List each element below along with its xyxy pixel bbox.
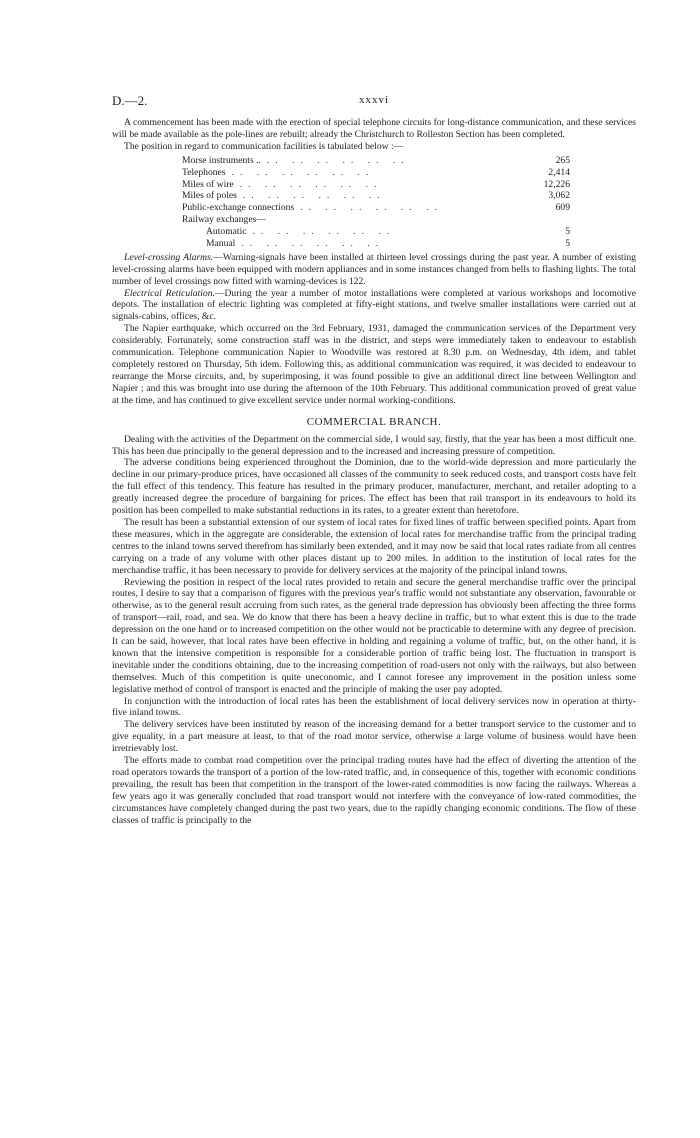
table-row: [182, 214, 570, 226]
row-value: 609: [555, 202, 570, 214]
leader-dots: .. .. .. .. .. ..: [239, 178, 383, 190]
paragraph: In conjunction with the introduction of local rates has been the establishment of local delivery services now in operation at thirty-five inland towns.: [112, 695, 636, 719]
paragraph-text: —Warning-signals have been installed at thirteen level crossings during the past year. A number of existing level-crossing alarms have been equipped with modern appliances and in some instances changed from bells to flashing lights. The total number of level crossings now fitted with warning-devices is 122.: [112, 251, 636, 287]
paragraph: The Napier earthquake, which occurred on the 3rd February, 1931, damaged the communication services of the Department very considerably. Fortunately, some construction staff was in the district, and steps were immediately taken to endeavour to establish communication. Telephone communication Napier to Woodville was restored at 8.30 p.m. on Wednesday, 4th idem, and tablet completely restored on Thursday, 5th idem. Following this, as additional communication was required, it was decided to endeavour to rearrange the Morse circuits, and, by superimposing, it was found possible to give an additional direct line between Wellington and Napier ; and this was brought into use during the afternoon of the 10th February. This additional communication proved of great value at the time, and has continued to give excellent service under normal working-conditions.: [112, 323, 636, 406]
paragraph: Reviewing the position in respect of the local rates provided to retain and secure the general merchandise traffic over the principal routes, I desire to say that a comparison of figures with the previous year's traffic would not substantiate any observation, favourable or otherwise, as to the general result accruing from such rates, as the general trade depression has obviously been affecting the three forms of transport—rail, road, and sea. We do know that there has been a heavy decline in traffic, but to what extent this is due to the trade depression on the one hand or to increased competition on the other would not be practicable to determine with any degree of precision. It can be said, however, that local rates have been effective in holding and regaining a volume of traffic, but, on the other hand, it is known that the intensive competition is responsible for a considerable portion of traffic being lost. The fluctuation in transport is inevitable under the conditions obtaining, due to the increasing competition of road-users not only with the railways, but also between themselves. Much of this competition is quite uneconomic, and I cannot foresee any improvement in the position unless some legislative method of control of transport is enacted and the principle of making the user pay adopted.: [112, 576, 636, 695]
row-label: Miles of wire: [182, 178, 234, 190]
row-value: 5: [565, 226, 570, 238]
document-page: [112, 93, 636, 827]
leader-dots: .. .. .. .. .. ..: [252, 226, 396, 238]
paragraph-text: —During the year a number of motor installations were completed at various workshops and locomotive depots. The installation of electric lighting was completed at fifty-eight stations, and twelve smaller installations were carried out at signals-cabins, offices, &c.: [112, 287, 637, 323]
side-heading: Level-crossing Alarms.: [124, 251, 214, 263]
row-label: Telephones: [182, 166, 226, 178]
table-row: [182, 190, 570, 202]
paragraph: [112, 252, 636, 288]
paragraph: The adverse conditions being experienced throughout the Dominion, due to the world-wide depression and more particularly the decline in our primary-produce prices, have occasioned all classes of the community to seek reduced costs, and transport costs have felt the full effect of this tendency. This feature has resulted in the primary producer, manufacturer, merchant, and retailer adopting to a greatly increased degree the procedure of bargaining for prices. The effect has been that rail transport in its endeavours to hold its position has been compelled to make substantial reductions in its rates, to a greater extent than heretofore.: [112, 457, 636, 517]
table-row: [182, 167, 570, 179]
row-group-heading: Railway exchanges—: [182, 214, 266, 226]
paragraph: The delivery services have been instituted by reason of the increasing demand for a better transport service to the customer and to give equality, in a part measure at least, to that of the road motor service, otherwise a large volume of business would have been irretrievably lost.: [112, 719, 636, 755]
row-label: Miles of poles: [182, 190, 237, 202]
section-heading: COMMERCIAL BRANCH.: [306, 415, 442, 428]
table-row: [182, 202, 570, 214]
commercial-section: [112, 434, 636, 827]
row-value: 3,062: [548, 190, 570, 202]
side-heading: Electrical Reticulation.: [124, 287, 215, 299]
paragraph: A commencement has been made with the erection of special telephone circuits for long-distance communication, and these services will be made available as the pole-lines are rebuilt; already the Christchurch to Rolleston Section has been completed.: [112, 117, 636, 140]
leader-dots: .. .. .. .. .. ..: [300, 202, 443, 214]
page-header: [112, 93, 636, 113]
row-value: 12,226: [543, 178, 570, 190]
table-row: [182, 179, 570, 191]
row-value: 265: [555, 154, 570, 166]
table-row: [182, 238, 570, 250]
paragraph: [112, 288, 636, 324]
row-label: Manual: [206, 237, 236, 249]
page-number: xxxvi: [358, 94, 390, 106]
leader-dots: .. .. .. .. .. ..: [231, 166, 375, 178]
paragraph: Dealing with the activities of the Department on the commercial side, I would say, firstly, that the year has been a most difficult one. This has been due principally to the general depression and to the increased and increasing pressure of competition.: [112, 433, 636, 457]
leader-dots: .. .. .. .. .. ..: [242, 190, 386, 202]
facilities-table: [182, 155, 570, 250]
row-label: Morse instruments ..: [182, 154, 261, 166]
row-label: Public-exchange connections: [182, 202, 295, 214]
row-value: 5: [565, 237, 570, 249]
leader-dots: .. .. .. .. .. ..: [266, 154, 410, 166]
document-reference: D.—2.: [112, 93, 148, 108]
table-row: [182, 155, 570, 167]
table-row: [182, 226, 570, 238]
paragraph: The result has been a substantial extension of our system of local rates for fixed lines of traffic between specified points. Apart from these measures, which in the aggregate are considerable, the extension of local rates for merchandise traffic from the principal trading centres to the inland towns served therefrom has similarly been extended, and it may now be said that local rates radiate from all centres carrying on a trade of any volume with other places distant up to 200 miles. In addition to the institution of local rates for the merchandise traffic, it has been necessary to provide for delivery services at the majority of the principal inland towns.: [112, 516, 636, 576]
communication-section: [112, 117, 636, 407]
row-value: 2,414: [548, 166, 570, 178]
paragraph: The efforts made to combat road competition over the principal trading routes have had the effect of diverting the attention of the road operators towards the transport of a portion of the low-rated traffic, and, in consequence of this, together with economic conditions prevailing, the result has been that competition in the transport of the lower-rated commodities is now facing the railways. Whereas a few years ago it was generally concluded that road transport would not interfere with the conveyance of low-rated commodities, the circumstances have completely changed during the past two years, due to the rapidly changing economic conditions. The flow of these classes of traffic is principally to the: [112, 755, 636, 826]
leader-dots: .. .. .. .. .. ..: [241, 237, 385, 249]
paragraph: The position in regard to communication facilities is tabulated below :—: [124, 140, 404, 152]
row-label: Automatic: [206, 226, 247, 238]
